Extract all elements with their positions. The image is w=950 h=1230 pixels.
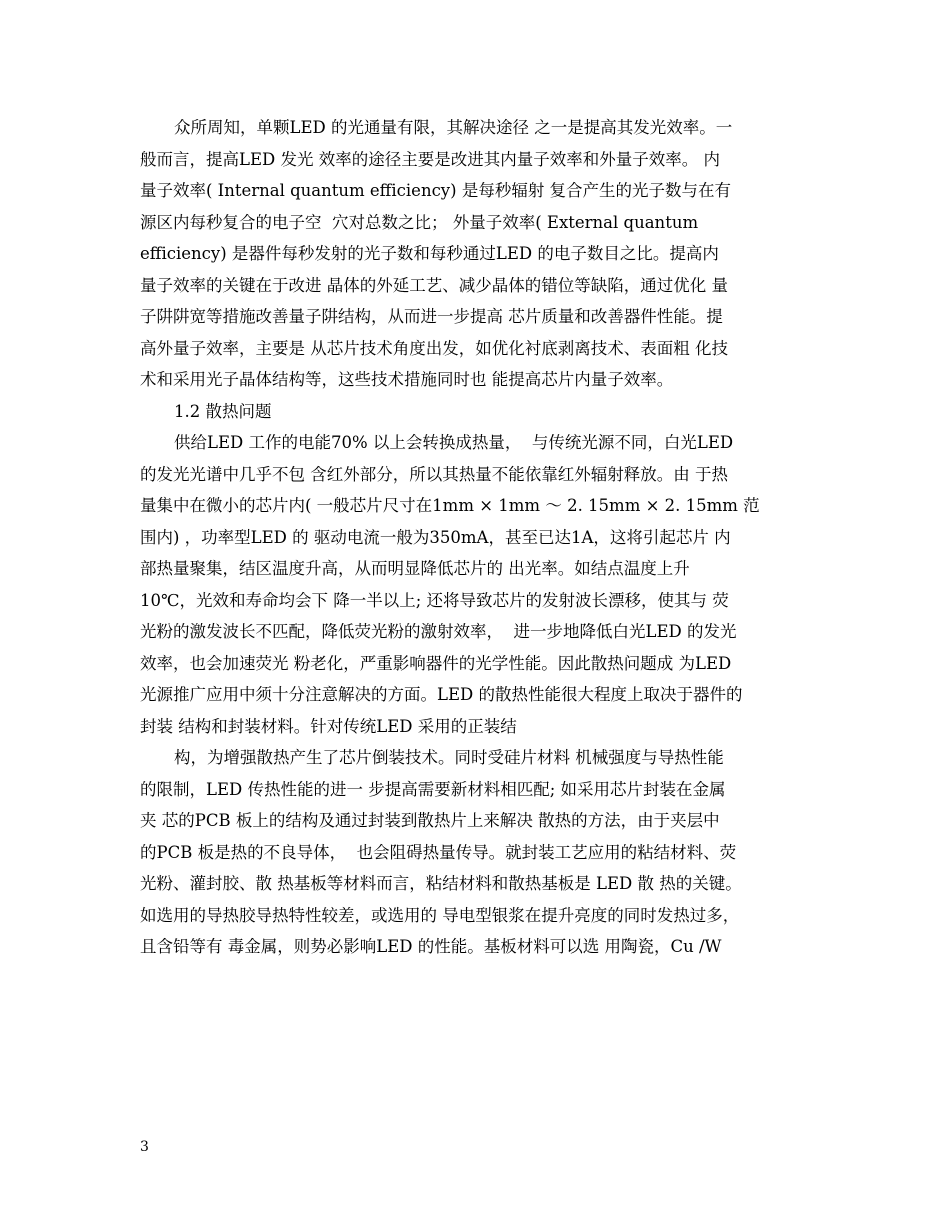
text-line: 高外量子效率，主要是 从芯片技术角度出发，如优化衬底剥离技术、表面粗 化技 bbox=[140, 338, 728, 358]
text-line: 构，为增强散热产生了芯片倒装技术。同时受硅片材料 机械强度与导热性能 bbox=[174, 748, 724, 767]
text-line: 的限制，LED 传热性能的进一 步提高需要新材料相匹配; 如采用芯片封装在金属 bbox=[140, 779, 726, 799]
text-line: 如选用的导热胶导热特性较差，或选用的 导电型银浆在提升亮度的同时发热过多， bbox=[140, 905, 740, 925]
text-line: 夹 芯的PCB 板上的结构及通过封装到散热片上来解决 散热的方法，由于夹层中 bbox=[140, 811, 720, 830]
paragraph-luminous-efficiency bbox=[140, 112, 812, 396]
text-line: 光源推广应用中须十分注意解决的方面。LED 的散热性能很大程度上取决于器件的 bbox=[140, 685, 743, 704]
text-line: 10℃，光效和寿命均会下 降一半以上; 还将导致芯片的发射波长漂移，使其与 荧 bbox=[140, 590, 729, 610]
text-line: 供给LED 工作的电能70% 以上会转换成热量， 与传统光源不同，白光LED bbox=[174, 433, 734, 452]
section-heading: 1.2 散热问题 bbox=[174, 401, 272, 421]
text-line: 的PCB 板是热的不良导体， 也会阻碍热量传导。就封装工艺应用的粘结材料、荧 bbox=[140, 842, 737, 862]
text-line: 量集中在微小的芯片内( 一般芯片尺寸在1mm × 1mm ～ 2. 15mm × 2. 15mm 范 bbox=[140, 496, 760, 515]
text-line: 术和采用光子晶体结构等，这些技术措施同时也 能提高芯片内量子效率。 bbox=[140, 370, 674, 389]
text-line: 的发光光谱中几乎不包 含红外部分，所以其热量不能依靠红外辐射释放。由 于热 bbox=[140, 464, 728, 484]
text-line: 封装 结构和封装材料。针对传统LED 采用的正装结 bbox=[140, 716, 517, 736]
document-body bbox=[140, 112, 812, 963]
text-line: efficiency) 是器件每秒发射的光子数和每秒通过LED 的电子数目之比。提高内 bbox=[140, 244, 719, 263]
text-line: 光粉的激发波长不匹配，降低荧光粉的激射效率， 进一步地降低白光LED 的发光 bbox=[140, 622, 737, 641]
text-line: 量子效率的关键在于改进 晶体的外延工艺、减少晶体的错位等缺陷，通过优化 量 bbox=[140, 275, 728, 295]
paragraph-packaging bbox=[140, 742, 812, 963]
text-line: 量子效率( Internal quantum efficiency) 是每秒辐射 复合产生的光子数与在有 bbox=[140, 181, 732, 200]
text-line: 部热量聚集，结区温度升高，从而明显降低芯片的 出光率。如结点温度上升 bbox=[140, 559, 690, 578]
text-line: 众所周知，单颗LED 的光通量有限，其解决途径 之一是提高其发光效率。一 bbox=[174, 118, 733, 137]
text-line: 光粉、灌封胶、散 热基板等材料而言，粘结材料和散热基板是 LED 散 热的关键。 bbox=[140, 874, 742, 893]
text-line: 效率，也会加速荧光 粉老化，严重影响器件的光学性能。因此散热问题成 为LED bbox=[140, 653, 732, 673]
text-line: 围内) ，功率型LED 的 驱动电流一般为350mA，甚至已达1A，这将引起芯片 内 bbox=[140, 527, 731, 547]
text-line: 子阱阱宽等措施改善量子阱结构，从而进一步提高 芯片质量和改善器件性能。提 bbox=[140, 307, 723, 326]
paragraph-heat-dissipation bbox=[140, 427, 812, 742]
text-line: 源区内每秒复合的电子空 穴对总数之比； 外量子效率( External quantum bbox=[140, 212, 699, 232]
text-line: 且含铅等有 毒金属，则势必影响LED 的性能。基板材料可以选 用陶瓷，Cu /W bbox=[140, 937, 722, 956]
text-line: 般而言，提高LED 发光 效率的途径主要是改进其内量子效率和外量子效率。 内 bbox=[140, 149, 720, 169]
page-number: 3 bbox=[140, 1139, 149, 1155]
